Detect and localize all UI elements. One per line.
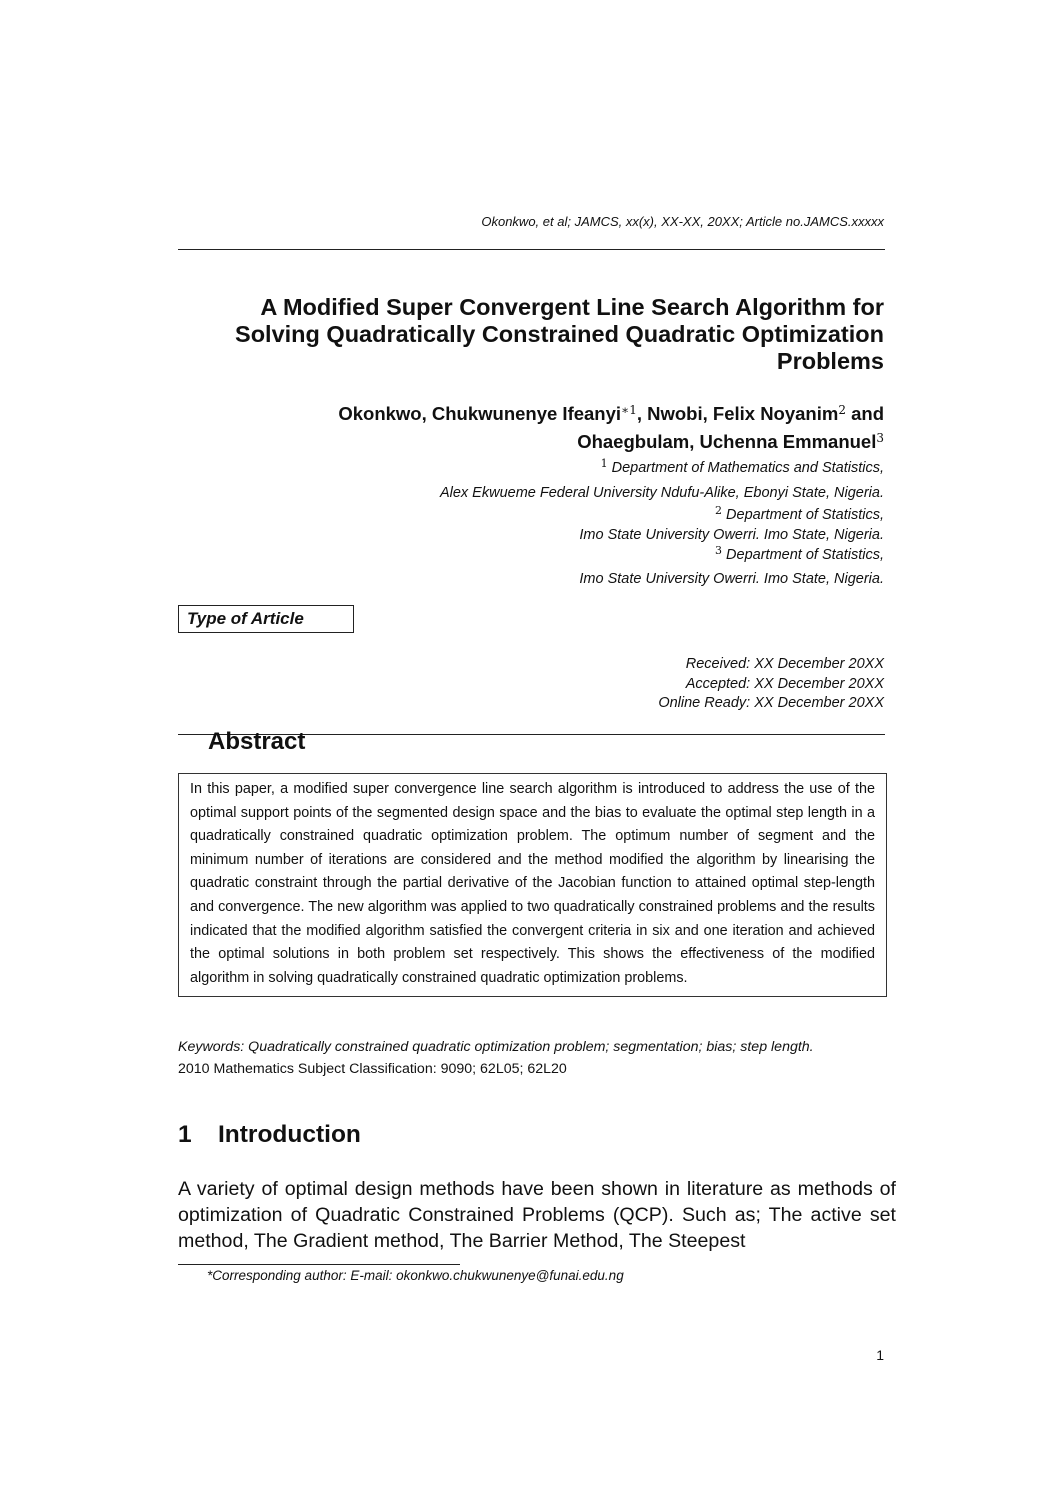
affiliation-inst: Alex Ekwueme Federal University Ndufu-Alike, Ebonyi State, Nigeria.: [439, 485, 884, 501]
author-mark: 3: [876, 431, 884, 445]
header-rule: [178, 249, 885, 250]
section-heading: [178, 1121, 361, 1149]
affiliation-mark: 1: [600, 457, 608, 470]
section-number: 1: [178, 1121, 192, 1148]
date-accepted: Accepted: XX December 20XX: [685, 675, 884, 692]
author-line-1: [150, 398, 884, 426]
author-line-2: [150, 426, 884, 454]
keywords-block: [178, 1036, 888, 1080]
publication-dates: [500, 655, 884, 714]
affiliation-mark: 3: [715, 544, 723, 557]
title-line: Problems: [776, 348, 884, 374]
msc-classification: 2010 Mathematics Subject Classification: 9090; 62L05; 62L20: [178, 1061, 567, 1077]
affiliation-inst: Imo State University Owerri. Imo State, Nigeria.: [579, 527, 884, 543]
author-name: Okonkwo, Chukwunenye Ifeanyi: [338, 403, 622, 424]
author-mark: ∗1: [621, 403, 637, 417]
date-received: Received: XX December 20XX: [685, 656, 884, 672]
paper-title: [150, 294, 884, 375]
author-conjunction: and: [845, 403, 884, 424]
keywords: Keywords: Quadratically constrained quadratic optimization problem; segmentation; bias; step length.: [178, 1039, 814, 1055]
footnote: *Corresponding author: E-mail: okonkwo.chukwunenye@funai.edu.ng: [207, 1268, 624, 1283]
affiliation-dept: Department of Statistics,: [726, 547, 884, 563]
affiliation-inst: Imo State University Owerri. Imo State, Nigeria.: [579, 571, 884, 587]
affiliation-dept: Department of Mathematics and Statistics,: [611, 460, 884, 476]
affiliation-1: [300, 455, 884, 502]
footnote-rule: [178, 1264, 460, 1265]
intro-paragraph: A variety of optimal design methods have been shown in literature as methods of optimization of Quadratic Constrained Problems (QCP). Such as; The active set method, The Gradient method, The Barrier Method, The Steepest: [178, 1178, 896, 1252]
date-online: Online Ready: XX December 20XX: [658, 695, 884, 711]
author-name: Ohaegbulam, Uchenna Emmanuel: [577, 431, 877, 452]
author-name: , Nwobi, Felix Noyanim: [636, 403, 839, 424]
affiliation-2: [300, 502, 884, 544]
running-head: Okonkwo, et al; JAMCS, xx(x), XX-XX, 20XX; Article no.JAMCS.xxxxx: [481, 214, 884, 229]
title-line: A Modified Super Convergent Line Search Algorithm for: [260, 294, 884, 320]
affiliation-3: [300, 542, 884, 588]
author-list: [150, 398, 884, 454]
abstract-text: In this paper, a modified super convergence line search algorithm is introduced to address the use of the optimal support points of the segmented design space and the bias to evaluate the optimal step length in a quadratically constrained quadratic optimization problem. The optimum number of segment and the minimum number of iterations are considered and the method modified the algorithm by linearising the quadratic constraint through the partial derivative of the Jacobian function to attained optimal step-length and convergence. The new algorithm was applied to two quadratically constrained problems and the results indicated that the modified algorithm satisfied the convergent criteria in six and one iteration and achieved the optimal solutions in both problem set respectively. This shows the effectiveness of the modified algorithm in solving quadratically constrained quadratic optimization problems.: [178, 773, 887, 997]
title-line: Solving Quadratically Constrained Quadratic Optimization: [235, 321, 884, 347]
affiliation-mark: 2: [715, 504, 723, 517]
abstract-heading: Abstract: [208, 728, 306, 755]
section-title: Introduction: [218, 1121, 361, 1148]
affiliation-dept: Department of Statistics,: [726, 507, 884, 523]
article-type-box: Type of Article: [178, 605, 354, 633]
author-mark: 2: [838, 403, 846, 417]
page-number: 1: [876, 1347, 884, 1363]
